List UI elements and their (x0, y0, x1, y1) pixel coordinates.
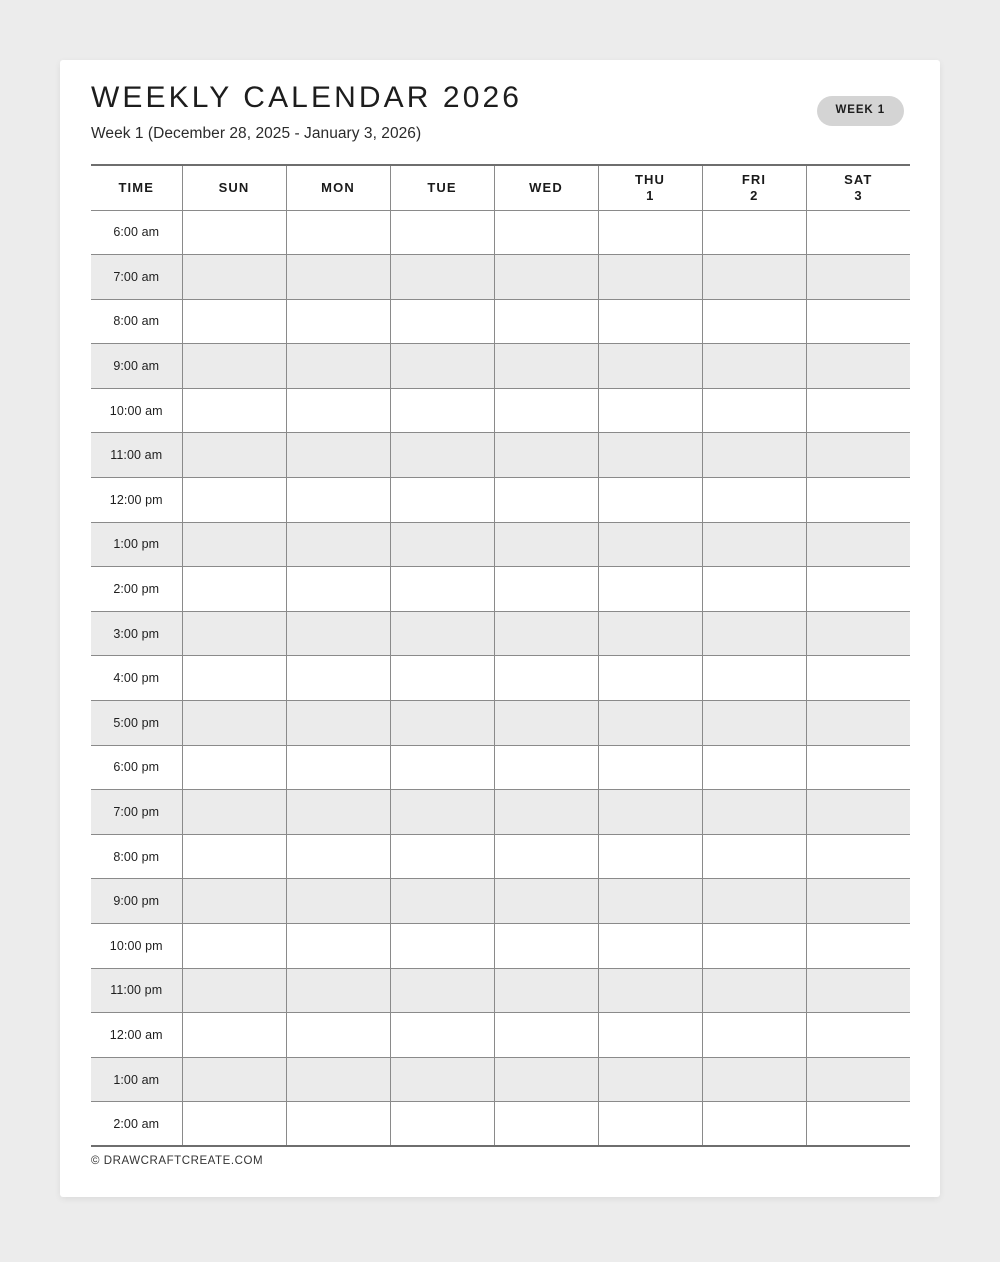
schedule-slot-mon-12[interactable] (286, 745, 390, 790)
schedule-slot-tue-14[interactable] (390, 834, 494, 879)
table-row (91, 790, 910, 835)
schedule-slot-mon-9[interactable] (286, 611, 390, 656)
schedule-slot-sun-2[interactable] (182, 299, 286, 344)
column-header-day (806, 165, 910, 210)
schedule-slot-fri-0[interactable] (702, 210, 806, 255)
day-name: TUE (427, 180, 457, 196)
page-subtitle: Week 1 (December 28, 2025 - January 3, 2026) (91, 124, 422, 142)
schedule-slot-sun-14[interactable] (182, 834, 286, 879)
schedule-slot-thu-18[interactable] (598, 1013, 702, 1058)
schedule-slot-sun-12[interactable] (182, 745, 286, 790)
schedule-slot-mon-3[interactable] (286, 344, 390, 389)
schedule-slot-tue-7[interactable] (390, 522, 494, 567)
schedule-slot-wed-11[interactable] (494, 701, 598, 746)
schedule-slot-tue-2[interactable] (390, 299, 494, 344)
schedule-slot-sat-10[interactable] (806, 656, 910, 701)
schedule-slot-mon-5[interactable] (286, 433, 390, 478)
schedule-slot-tue-8[interactable] (390, 567, 494, 612)
schedule-slot-wed-14[interactable] (494, 834, 598, 879)
day-name: THU (634, 172, 666, 188)
time-label: 2:00 am (91, 1102, 182, 1147)
schedule-slot-wed-8[interactable] (494, 567, 598, 612)
schedule-slot-tue-1[interactable] (390, 255, 494, 300)
schedule-slot-mon-18[interactable] (286, 1013, 390, 1058)
schedule-slot-thu-17[interactable] (598, 968, 702, 1013)
schedule-slot-sun-7[interactable] (182, 522, 286, 567)
schedule-slot-thu-7[interactable] (598, 522, 702, 567)
table-row (91, 478, 910, 523)
table-row (91, 924, 910, 969)
time-label: 5:00 pm (91, 701, 182, 746)
column-header-day (494, 165, 598, 210)
schedule-slot-wed-1[interactable] (494, 255, 598, 300)
schedule-slot-sat-17[interactable] (806, 968, 910, 1013)
schedule-slot-fri-8[interactable] (702, 567, 806, 612)
schedule-slot-fri-16[interactable] (702, 924, 806, 969)
schedule-slot-sat-8[interactable] (806, 567, 910, 612)
column-header-day (390, 165, 494, 210)
schedule-slot-sun-18[interactable] (182, 1013, 286, 1058)
schedule-slot-wed-13[interactable] (494, 790, 598, 835)
schedule-slot-mon-14[interactable] (286, 834, 390, 879)
schedule-slot-thu-3[interactable] (598, 344, 702, 389)
table-row (91, 255, 910, 300)
schedule-slot-thu-2[interactable] (598, 299, 702, 344)
schedule-slot-thu-1[interactable] (598, 255, 702, 300)
schedule-slot-sun-13[interactable] (182, 790, 286, 835)
day-name: MON (321, 180, 355, 196)
header-row (91, 165, 910, 210)
schedule-slot-wed-20[interactable] (494, 1102, 598, 1147)
schedule-slot-fri-12[interactable] (702, 745, 806, 790)
schedule-slot-sat-2[interactable] (806, 299, 910, 344)
day-name: SUN (218, 180, 250, 196)
time-label: 2:00 pm (91, 567, 182, 612)
schedule-slot-sun-3[interactable] (182, 344, 286, 389)
schedule-slot-wed-0[interactable] (494, 210, 598, 255)
schedule-slot-thu-19[interactable] (598, 1057, 702, 1102)
table-row (91, 968, 910, 1013)
footer-copyright: © DRAWCRAFTCREATE.COM (91, 1155, 264, 1167)
schedule-slot-fri-4[interactable] (702, 388, 806, 433)
day-number: 3 (854, 187, 863, 203)
schedule-slot-wed-7[interactable] (494, 522, 598, 567)
table-row (91, 522, 910, 567)
schedule-slot-tue-0[interactable] (390, 210, 494, 255)
schedule-slot-mon-11[interactable] (286, 701, 390, 746)
time-label: 11:00 pm (91, 968, 182, 1013)
schedule-slot-sat-11[interactable] (806, 701, 910, 746)
time-label: 12:00 pm (91, 478, 182, 523)
table-row (91, 1102, 910, 1147)
schedule-slot-sat-14[interactable] (806, 834, 910, 879)
schedule-slot-sun-19[interactable] (182, 1057, 286, 1102)
schedule-slot-fri-3[interactable] (702, 344, 806, 389)
table-header (91, 165, 910, 210)
table-row (91, 567, 910, 612)
schedule-slot-mon-13[interactable] (286, 790, 390, 835)
table-row (91, 1013, 910, 1058)
column-header-day (702, 165, 806, 210)
schedule-slot-sun-0[interactable] (182, 210, 286, 255)
schedule-slot-sun-5[interactable] (182, 433, 286, 478)
schedule-slot-tue-13[interactable] (390, 790, 494, 835)
time-label: 11:00 am (91, 433, 182, 478)
schedule-slot-thu-0[interactable] (598, 210, 702, 255)
time-label: 4:00 pm (91, 656, 182, 701)
table-row (91, 701, 910, 746)
schedule-slot-wed-17[interactable] (494, 968, 598, 1013)
schedule-slot-sat-19[interactable] (806, 1057, 910, 1102)
schedule-slot-tue-12[interactable] (390, 745, 494, 790)
schedule-slot-tue-6[interactable] (390, 478, 494, 523)
schedule-slot-tue-9[interactable] (390, 611, 494, 656)
page-header (91, 81, 909, 167)
schedule-slot-mon-19[interactable] (286, 1057, 390, 1102)
schedule-slot-thu-6[interactable] (598, 478, 702, 523)
table-row (91, 834, 910, 879)
day-name: SAT (844, 172, 873, 188)
schedule-slot-tue-15[interactable] (390, 879, 494, 924)
schedule-slot-fri-18[interactable] (702, 1013, 806, 1058)
schedule-slot-fri-10[interactable] (702, 656, 806, 701)
schedule-slot-wed-2[interactable] (494, 299, 598, 344)
schedule-slot-tue-16[interactable] (390, 924, 494, 969)
schedule-slot-fri-13[interactable] (702, 790, 806, 835)
schedule-slot-wed-16[interactable] (494, 924, 598, 969)
schedule-slot-fri-19[interactable] (702, 1057, 806, 1102)
schedule-slot-sat-3[interactable] (806, 344, 910, 389)
schedule-slot-sun-1[interactable] (182, 255, 286, 300)
schedule-slot-tue-17[interactable] (390, 968, 494, 1013)
schedule-slot-tue-10[interactable] (390, 656, 494, 701)
schedule-slot-thu-20[interactable] (598, 1102, 702, 1147)
schedule-slot-sat-13[interactable] (806, 790, 910, 835)
schedule-slot-sun-20[interactable] (182, 1102, 286, 1147)
time-label: 10:00 pm (91, 924, 182, 969)
schedule-slot-sun-4[interactable] (182, 388, 286, 433)
schedule-slot-sat-18[interactable] (806, 1013, 910, 1058)
schedule-slot-wed-18[interactable] (494, 1013, 598, 1058)
schedule-slot-sun-15[interactable] (182, 879, 286, 924)
schedule-slot-mon-7[interactable] (286, 522, 390, 567)
schedule-slot-tue-20[interactable] (390, 1102, 494, 1147)
schedule-slot-sat-6[interactable] (806, 478, 910, 523)
schedule-slot-sat-9[interactable] (806, 611, 910, 656)
schedule-slot-thu-10[interactable] (598, 656, 702, 701)
schedule-slot-fri-14[interactable] (702, 834, 806, 879)
schedule-slot-wed-3[interactable] (494, 344, 598, 389)
schedule-slot-thu-9[interactable] (598, 611, 702, 656)
schedule-slot-sat-16[interactable] (806, 924, 910, 969)
schedule-slot-tue-18[interactable] (390, 1013, 494, 1058)
schedule-slot-tue-11[interactable] (390, 701, 494, 746)
schedule-slot-mon-17[interactable] (286, 968, 390, 1013)
column-header-time (91, 165, 182, 210)
table-row (91, 433, 910, 478)
column-header-day (598, 165, 702, 210)
schedule-slot-wed-9[interactable] (494, 611, 598, 656)
calendar-page (60, 60, 940, 1197)
time-label: 1:00 pm (91, 522, 182, 567)
schedule-slot-fri-11[interactable] (702, 701, 806, 746)
table-row (91, 388, 910, 433)
table-row (91, 611, 910, 656)
schedule-slot-mon-10[interactable] (286, 656, 390, 701)
schedule-slot-thu-11[interactable] (598, 701, 702, 746)
schedule-slot-thu-4[interactable] (598, 388, 702, 433)
schedule-slot-tue-4[interactable] (390, 388, 494, 433)
schedule-slot-fri-6[interactable] (702, 478, 806, 523)
table-row (91, 745, 910, 790)
time-label: 9:00 pm (91, 879, 182, 924)
schedule-slot-tue-5[interactable] (390, 433, 494, 478)
schedule-slot-wed-5[interactable] (494, 433, 598, 478)
table-row (91, 299, 910, 344)
schedule-slot-mon-20[interactable] (286, 1102, 390, 1147)
time-label: 6:00 am (91, 210, 182, 255)
schedule-slot-wed-10[interactable] (494, 656, 598, 701)
schedule-slot-sat-7[interactable] (806, 522, 910, 567)
schedule-slot-sun-9[interactable] (182, 611, 286, 656)
schedule-slot-tue-3[interactable] (390, 344, 494, 389)
time-label: 7:00 am (91, 255, 182, 300)
schedule-slot-mon-15[interactable] (286, 879, 390, 924)
table-row (91, 656, 910, 701)
time-label: 8:00 am (91, 299, 182, 344)
schedule-slot-thu-16[interactable] (598, 924, 702, 969)
schedule-slot-wed-12[interactable] (494, 745, 598, 790)
table-row (91, 344, 910, 389)
day-number: 2 (750, 187, 758, 203)
time-label: 12:00 am (91, 1013, 182, 1058)
time-label: 3:00 pm (91, 611, 182, 656)
schedule-slot-sat-15[interactable] (806, 879, 910, 924)
schedule-slot-thu-14[interactable] (598, 834, 702, 879)
time-label: 8:00 pm (91, 834, 182, 879)
status-badge: WEEK 1 (817, 96, 905, 126)
schedule-slot-thu-12[interactable] (598, 745, 702, 790)
schedule-slot-fri-15[interactable] (702, 879, 806, 924)
table-row (91, 879, 910, 924)
calendar-grid (91, 164, 909, 1147)
schedule-slot-mon-16[interactable] (286, 924, 390, 969)
schedule-slot-wed-4[interactable] (494, 388, 598, 433)
schedule-slot-wed-19[interactable] (494, 1057, 598, 1102)
schedule-slot-thu-13[interactable] (598, 790, 702, 835)
schedule-slot-thu-8[interactable] (598, 567, 702, 612)
schedule-slot-fri-1[interactable] (702, 255, 806, 300)
schedule-slot-sat-0[interactable] (806, 210, 910, 255)
schedule-slot-sun-8[interactable] (182, 567, 286, 612)
schedule-slot-mon-6[interactable] (286, 478, 390, 523)
schedule-slot-sat-4[interactable] (806, 388, 910, 433)
weekly-schedule-table (91, 164, 910, 1147)
schedule-slot-sat-5[interactable] (806, 433, 910, 478)
schedule-slot-sun-17[interactable] (182, 968, 286, 1013)
schedule-slot-mon-4[interactable] (286, 388, 390, 433)
schedule-slot-mon-0[interactable] (286, 210, 390, 255)
page-title: WEEKLY CALENDAR 2026 (91, 81, 523, 114)
day-name: FRI (741, 172, 767, 188)
day-name: WED (529, 180, 563, 196)
schedule-slot-sun-10[interactable] (182, 656, 286, 701)
schedule-slot-sun-6[interactable] (182, 478, 286, 523)
time-label: 6:00 pm (91, 745, 182, 790)
schedule-slot-mon-8[interactable] (286, 567, 390, 612)
schedule-slot-fri-20[interactable] (702, 1102, 806, 1147)
schedule-slot-wed-6[interactable] (494, 478, 598, 523)
column-header-day (286, 165, 390, 210)
schedule-slot-sun-11[interactable] (182, 701, 286, 746)
schedule-slot-sat-1[interactable] (806, 255, 910, 300)
schedule-slot-mon-2[interactable] (286, 299, 390, 344)
day-number: 1 (646, 187, 654, 203)
schedule-slot-mon-1[interactable] (286, 255, 390, 300)
time-label: 9:00 am (91, 344, 182, 389)
schedule-slot-fri-17[interactable] (702, 968, 806, 1013)
time-label: 7:00 pm (91, 790, 182, 835)
schedule-slot-thu-5[interactable] (598, 433, 702, 478)
time-header-label: TIME (118, 180, 154, 196)
table-row (91, 1057, 910, 1102)
table-row (91, 210, 910, 255)
schedule-slot-fri-5[interactable] (702, 433, 806, 478)
schedule-slot-fri-9[interactable] (702, 611, 806, 656)
schedule-slot-sun-16[interactable] (182, 924, 286, 969)
schedule-slot-tue-19[interactable] (390, 1057, 494, 1102)
time-label: 10:00 am (91, 388, 182, 433)
schedule-slot-wed-15[interactable] (494, 879, 598, 924)
schedule-slot-sat-20[interactable] (806, 1102, 910, 1147)
table-body (91, 210, 910, 1146)
schedule-slot-sat-12[interactable] (806, 745, 910, 790)
column-header-day (182, 165, 286, 210)
time-label: 1:00 am (91, 1057, 182, 1102)
schedule-slot-thu-15[interactable] (598, 879, 702, 924)
schedule-slot-fri-7[interactable] (702, 522, 806, 567)
schedule-slot-fri-2[interactable] (702, 299, 806, 344)
